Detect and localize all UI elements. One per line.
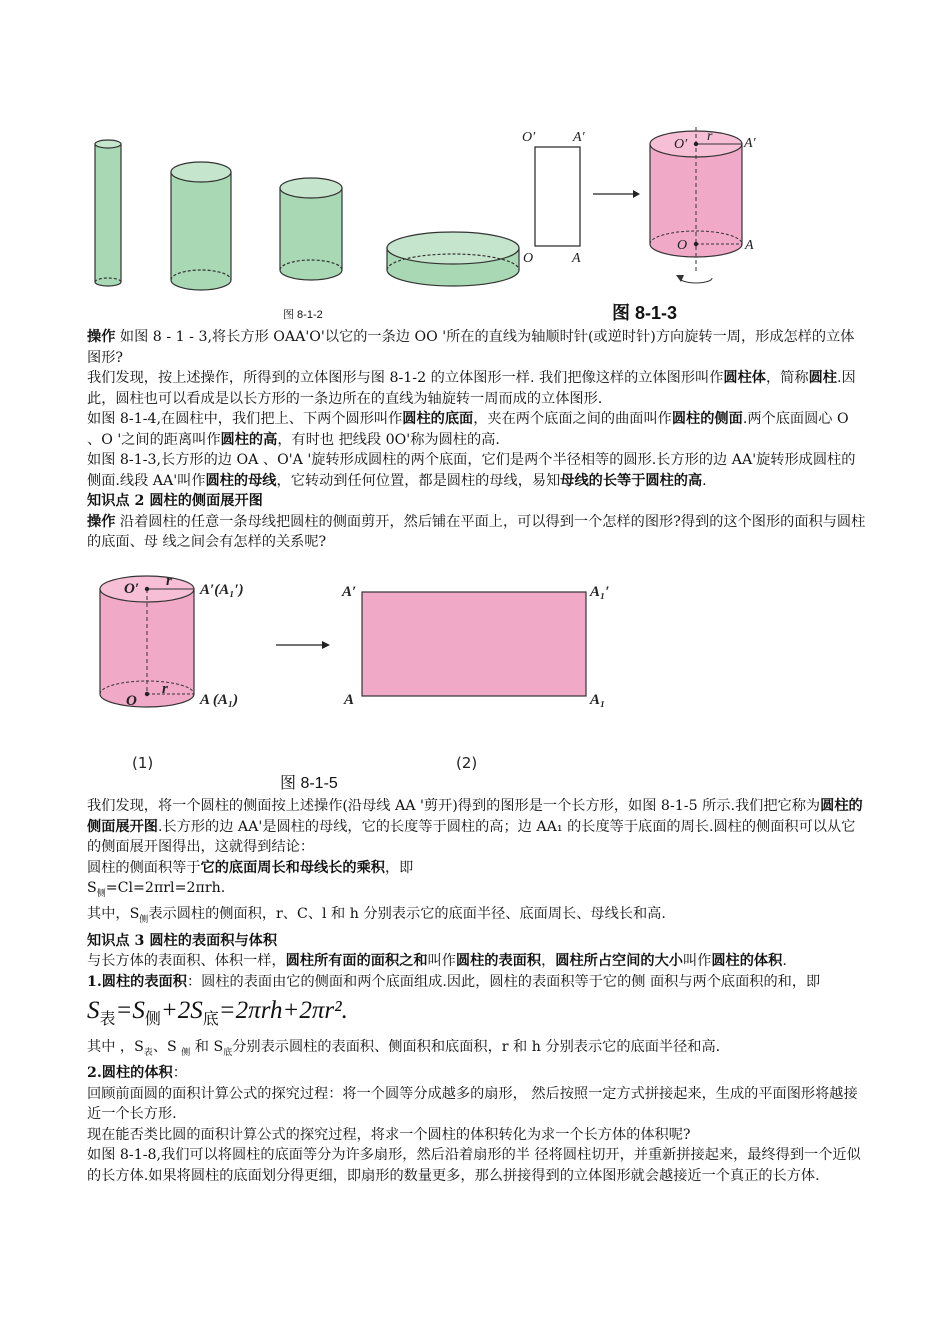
unrolled-rectangle [362,592,586,696]
label-o-prime-left: O′ [522,130,536,145]
label-a-left: A [572,251,581,266]
arrow-unroll [276,641,330,649]
pink-cylinder-unrolled-source [100,576,194,707]
label-o-prime-815: O′ [124,581,140,597]
cylinder-thin-tall [95,140,121,286]
paragraph-surface-volume-def: 与长方体的表面积、体积一样，圆柱所有面的面积之和叫作圆柱的表面积，圆柱所占空间的大小叫作圆柱的体积. [87,953,787,970]
figure-8-1-2-caption: 图 8-1-2 [283,309,323,321]
arrow-right [593,190,640,198]
paragraph-operation-1: 操作 如图 8 - 1 - 3,将长方形 OAA'O'以它的一条边 OO '所在的直线为轴顺时针(或逆时针)方向旋转一周，形成怎样的立体图形? [87,329,855,366]
paragraph-surface-area: 1.圆柱的表面积：圆柱的表面由它的侧面和两个底面组成.因此，圆柱的表面积等于它的侧 面积与两个底面积的和，即 [87,973,821,990]
section-1 [87,327,867,553]
paragraph-base-side-height: 如图 8-1-4,在圆柱中，我们把上、下两个圆形叫作圆柱的底面，夹在两个底面之间的曲面叫作圆柱的侧面.两个底面圆心 O 、O '之间的距离叫作圆柱的高，有时也 把线段 0O'称为圆柱的高. [87,411,849,448]
figure-8-1-3-caption: 图 8-1-3 [612,303,678,323]
label-o-815: O [126,693,137,709]
label-rect-a: A [344,692,355,708]
label-a-cyl: A [745,238,754,253]
label-o-cyl: O [677,238,688,253]
paragraph-unrolled-rectangle: 我们发现，将一个圆柱的侧面按上述操作(沿母线 AA '剪开)得到的图形是一个长方形，如图 8-1-5 所示.我们把它称为圆柱的侧面展开图.长方形的边 AA'是圆柱的母线，它的长度等于圆柱的高；边 AA₁ 的长度等于底面的周长.圆柱的侧面积可以从它的侧面展开图得出，这就得到结论： [87,798,863,855]
paragraph-volume-method: 如图 8-1-8,我们可以将圆柱的底面等分为许多扇形，然后沿着扇形的半 径将圆柱切开，并重新拼接起来，最终得到一个近似的长方体.如果将圆柱的底面划分得更细，即扇形的数量更多，那么拼接得到的立体图形就会越接近一个真正的长方体. [87,1147,861,1184]
label-rect-a1: A₁ [590,692,606,708]
heading-volume: 2.圆柱的体积： [87,1065,187,1082]
label-a-prime-left: A′ [573,130,585,145]
label-rect-a1-prime: A₁′ [590,584,610,600]
formula-surface-area: $S_表=S_侧+2S_底=2\pi rh+2\pi r^2$. [87,997,348,1029]
paragraph-cylinder-definition: 我们发现，按上述操作，所得到的立体图形与图 8-1-2 的立体图形一样. 我们把像这样的立体图形叫作圆柱体，简称圆柱.因此，圆柱也可以看成是以长方形的一条边所在的直线为轴旋转一周而成的立体图形. [87,370,856,407]
label-o-prime-cyl: O′ [674,137,688,152]
cylinder-flat [387,232,519,286]
paragraph-lateral-area-explain: 其中，$S_侧$表示圆柱的侧面积，r、C、l 和 h 分别表示它的底面半径、底面周长、母线长和高. [87,906,666,926]
rectangle-oaa-o [535,147,580,246]
subfigure-label-1: (1) [132,754,154,772]
label-r-top-815: r [166,573,172,589]
paragraph-operation-2: 操作 沿着圆柱的任意一条母线把圆柱的侧面剪开，然后铺在平面上，可以得到一个怎样的图形?得到的这个图形的面积与圆柱的底面、母 线之间会有怎样的关系呢? [87,513,866,550]
section-2-3 [87,796,867,1186]
figure-8-1-2 [85,130,535,330]
paragraph-lateral-area-rule: 圆柱的侧面积等于它的底面周长和母线长的乘积，即 [87,859,414,876]
paragraph-generatrix: 如图 8-1-3,长方形的边 OA 、O'A '旋转形成圆柱的两个底面，它们是两个半径相等的圆形.长方形的边 AA'旋转形成圆柱的侧面.线段 AA'叫作圆柱的母线，它转动到任何位置，都是圆柱的母线，易知母线的长等于圆柱的高. [87,452,856,489]
paragraph-surface-area-explain: 其中 ，$S_表$、S $_侧$ 和 $S_底$分别表示圆柱的表面积、侧面积和底面积，r 和 h 分别表示它的底面半径和高. [87,1039,721,1058]
label-r-cyl: r [707,129,713,144]
cylinder-medium [171,162,231,290]
formula-lateral-area: $S_侧=Cl=2\pi rl=2\pi rh$. [87,880,226,899]
figure-8-1-5 [90,572,630,792]
label-r-bottom-815: r [162,681,168,697]
figure-8-1-5-caption: 图 8-1-5 [280,775,338,792]
pink-cylinder [650,124,742,283]
heading-knowledge-point-3: 知识点 3 圆柱的表面积与体积 [87,932,278,949]
figure-8-1-3 [520,124,780,299]
label-a-prime-a1-815: A′(A₁′) [200,582,244,598]
label-a-a1-815: A (A₁) [200,692,239,708]
subfigure-label-2: (2) [456,754,478,772]
label-rect-a-prime: A′ [342,584,357,600]
heading-knowledge-point-2: 知识点 2 圆柱的侧面展开图 [87,493,263,509]
label-o-left: O [523,251,534,266]
paragraph-analogy-question: 现在能否类比圆的面积计算公式的探究过程，将求一个圆柱的体积转化为求一个长方体的体积呢? [87,1126,691,1143]
cylinder-short [280,178,342,280]
label-a-prime-cyl: A′ [744,136,756,151]
paragraph-circle-review: 回顾前面圆的面积计算公式的探究过程：将一个圆等分成越多的扇形， 然后按照一定方式拼接起来，生成的平面图形将越接近一个长方形. [87,1085,858,1123]
